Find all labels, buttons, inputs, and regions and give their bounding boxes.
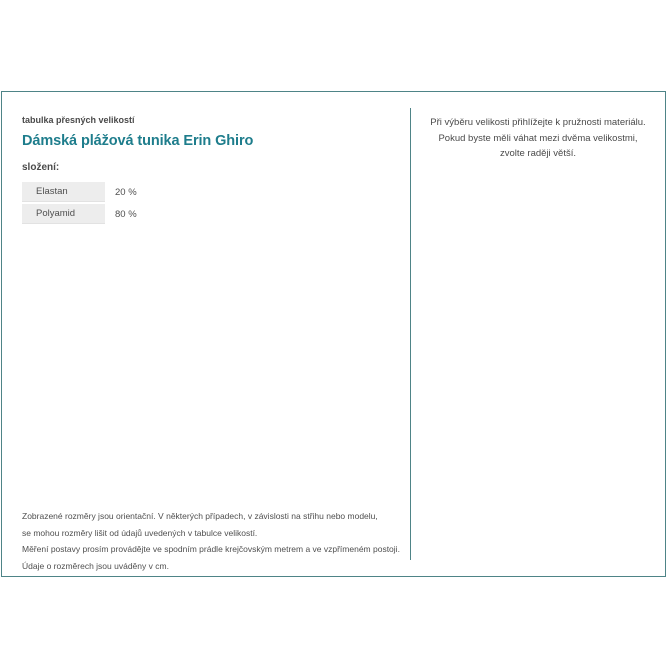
left-column (2, 92, 410, 576)
section-label: tabulka přesných velikostí (22, 115, 135, 125)
disclaimer-line: Zobrazené rozměry jsou orientační. V některých případech, v závislosti na střihu nebo modelu, (22, 511, 378, 521)
advice-line: zvolte raději větší. (499, 148, 577, 159)
disclaimer-block (22, 508, 410, 574)
table-row (22, 182, 410, 202)
material-value: 80 % (115, 208, 137, 220)
material-value: 20 % (115, 186, 137, 198)
composition-heading: složení: (22, 162, 60, 173)
size-info-panel (1, 91, 666, 577)
left-top-block (22, 115, 410, 226)
material-cell: Polyamid (22, 204, 105, 224)
product-title: Dámská plážová tunika Erin Ghiro (22, 133, 254, 149)
material-cell: Elastan (22, 182, 105, 202)
table-row (22, 204, 410, 224)
composition-table (22, 182, 410, 226)
disclaimer-line: Měření postavy prosím provádějte ve spodním prádle krejčovským metrem a ve vzpřímeném postoji. (22, 544, 400, 554)
disclaimer-line: se mohou rozměry lišit od údajů uvedených v tabulce velikostí. (22, 527, 258, 538)
advice-line: Pokud byste měli váhat mezi dvěma velikostmi, (438, 132, 638, 144)
disclaimer-line: Údaje o rozměrech jsou uváděny v cm. (22, 560, 169, 571)
right-column-size-advice (410, 108, 665, 560)
advice-line: Při výběru velikosti přihlížejte k pružnosti materiálu. (430, 117, 646, 128)
